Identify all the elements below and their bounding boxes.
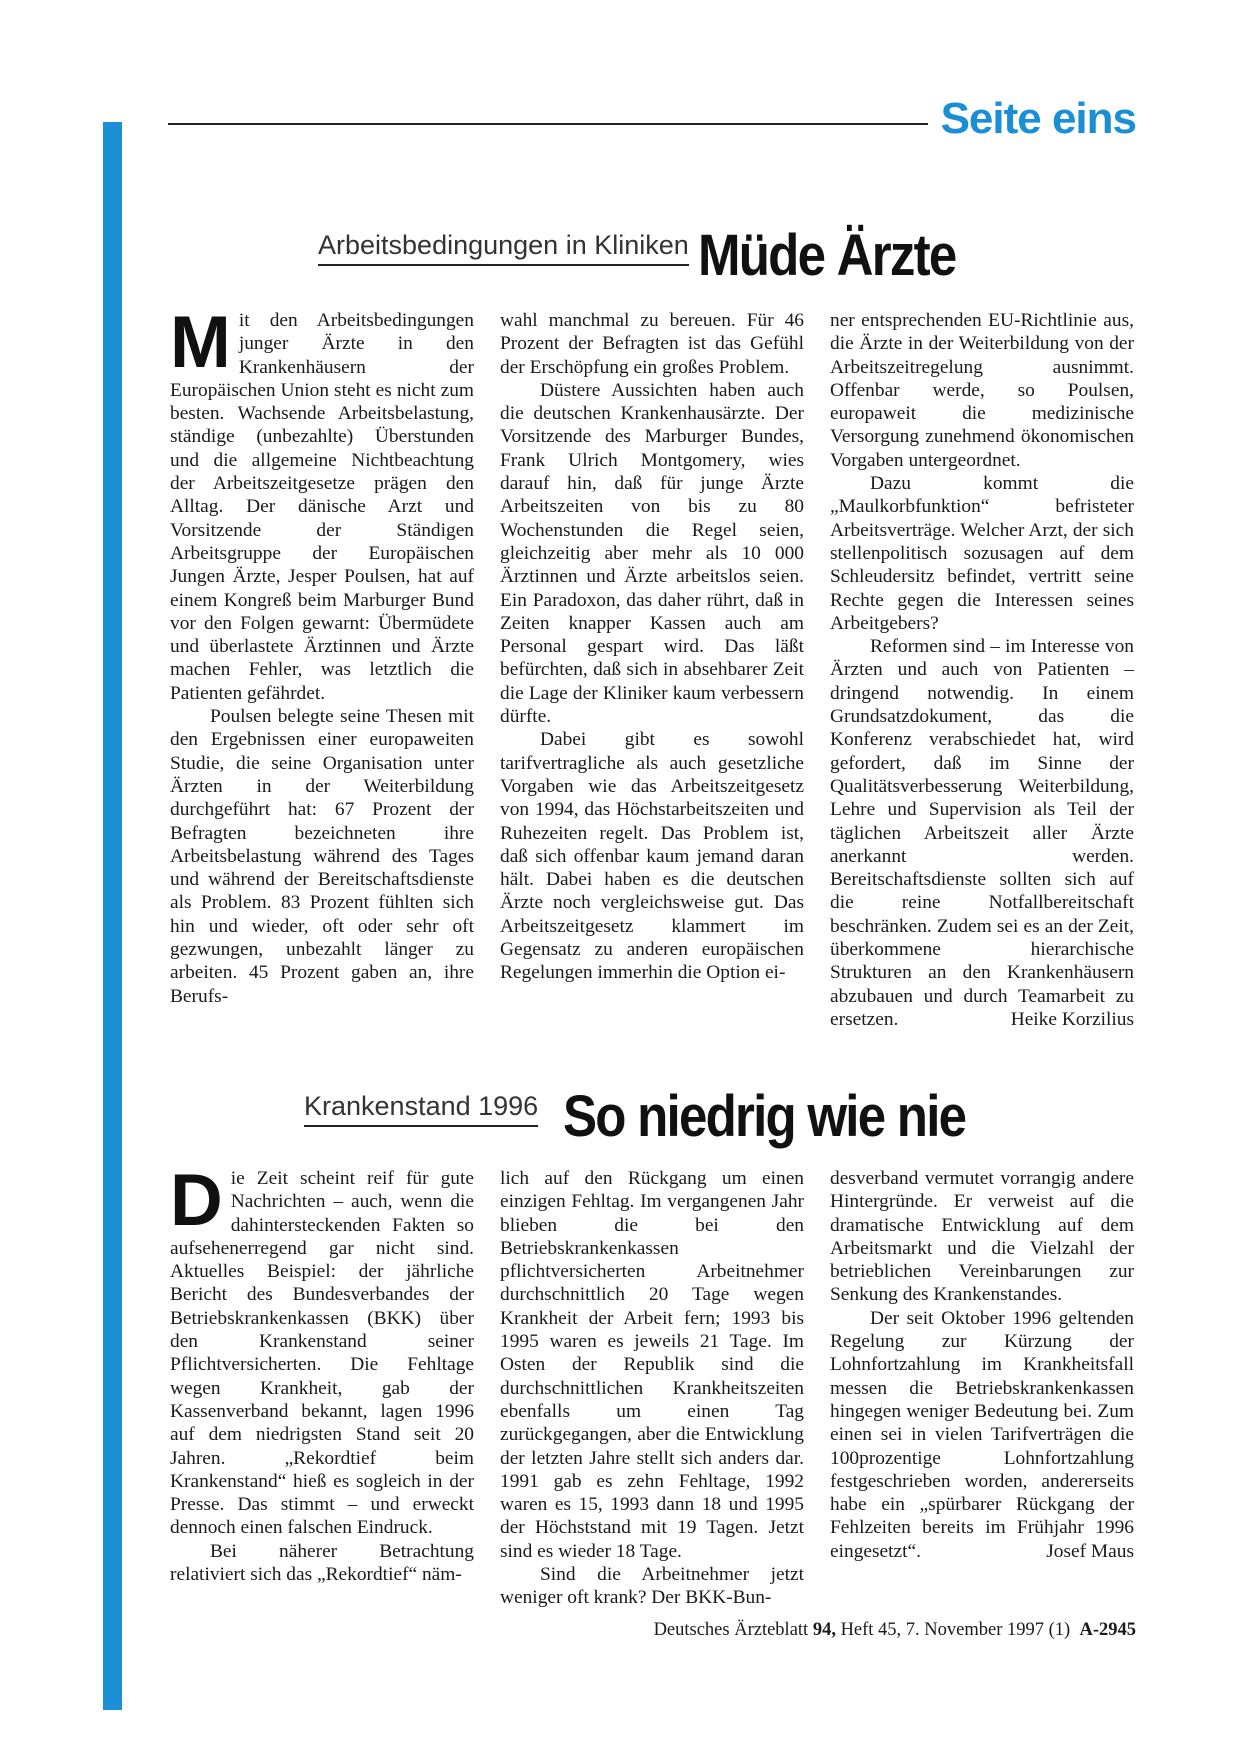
- page-footer: [654, 1620, 1136, 1641]
- article2-paragraph: Bei näherer Betrachtung relativiert sich das „Rekordtief“ näm-: [170, 1540, 474, 1586]
- journal-issue: Heft 45, 7. November 1997 (1): [840, 1620, 1071, 1640]
- article2-column-1: [170, 1160, 474, 1591]
- article1-paragraph: wahl manchmal zu bereuen. Für 46 Prozent der Befragten ist das Gefühl der Erschöpfung ein großes Problem.: [500, 310, 804, 378]
- dropcap: M: [170, 302, 231, 383]
- article1-paragraph: Düstere Aussichten haben auch die deutschen Krankenhausärzte. Der Vorsitzende des Marburger Bundes, Frank Ulrich Montgomery, wies darauf hin, daß für junge Ärzte Arbeitszeiten von bis zu 80 Wochenstunden die Regel seien, gleichzeitig aber mehr als 10 000 Ärztinnen und Ärzte arbeitslos seien. Ein Paradoxon, das daher rührt, daß in Zeiten knapper Kassen auch am Personal gespart wird. Das läßt befürchten, daß sich in absehbarer Zeit die Lage der Kliniker kaum verbessern dürfte.: [500, 379, 804, 728]
- article2-headline: So niedrig wie nie: [563, 1084, 966, 1149]
- article2-paragraph: Sind die Arbeitnehmer jetzt weniger oft krank? Der BKK-Bun-: [500, 1564, 804, 1609]
- article1-column-2: [500, 309, 804, 1031]
- article2-kicker: Krankenstand 1996: [304, 1091, 538, 1127]
- blue-margin-bar: [103, 122, 122, 1710]
- article1-paragraph: Dabei gibt es sowohl tarifvertragliche als auch gesetzliche Vorgaben wie das Arbeitszeitgesetz von 1994, das Höchstarbeitszeiten und Ruhezeiten regelt. Das Problem ist, daß sich offenbar kaum jemand daran hält. Dabei haben es die deutschen Ärzte noch vergleichsweise gut. Das Arbeitszeitgesetz klammert im Gegensatz zu anderen europäischen Regelungen immerhin die Option ei-: [500, 729, 804, 984]
- section-title: Seite eins: [940, 94, 1136, 143]
- article1-kicker: Arbeitsbedingungen in Kliniken: [318, 230, 689, 266]
- article1-paragraph: Reformen sind – im Interesse von Ärzten und auch von Patienten – dringend notwendig. In einem Grundsatzdokument, das die Konferenz verabschiedet hat, wird gefordert, daß im Sinne der Qualitätsverbesserung Weiterbildung, Lehre und Supervision als Teil der täglichen Arbeitszeit aller Ärzte anerkannt werden. Bereitschaftsdienste sollten sich auf die reine Notfallbereitschaft beschränken. Zudem sei es an der Zeit, überkommene hierarchische Strukturen an den Krankenhäusern abzubauen und durch Teamarbeit zu ersetzen. Heike Korzilius: [830, 636, 1134, 1030]
- article2-paragraph: Die Zeit scheint reif für gute Nachrichten – auch, wenn die dahintersteckenden Fakten so aufsehenerregend gar nicht sind. Aktuelles Beispiel: der jährliche Bericht des Bundesverbandes der Betriebskrankenkassen (BKK) über den Krankenstand seiner Pflichtversicherten. Die Fehltage wegen Krankheit, gab der Kassenverband bekannt, lagen 1996 auf dem niedrigsten Stand seit 20 Jahren. „Rekordtief beim Krankenstand“ hieß es sogleich in der Presse. Das stimmt – und erweckt dennoch einen falschen Eindruck.: [170, 1160, 474, 1539]
- page-number: A-2945: [1079, 1620, 1136, 1640]
- header-rule: [168, 123, 928, 125]
- article2-paragraph: lich auf den Rückgang um einen einzigen Fehltag. Im vergangenen Jahr blieben die bei den Betriebskrankenkassen pflichtversicherten Arbeitnehmer durchschnittlich 20 Tage wegen Krankheit der Arbeit fern; 1993 bis 1995 waren es jeweils 21 Tage. Im Osten der Republik sind die durchschnittlichen Krankheitszeiten ebenfalls um einen Tag zurückgegangen, aber die Entwicklung der letzten Jahre stellt sich anders dar. 1991 gab es zehn Fehltage, 1992 waren es 15, 1993 dann 18 und 1995 der Höchststand mit 19 Tagen. Jetzt sind es wieder 18 Tage.: [500, 1168, 804, 1562]
- article1-headline: Müde Ärzte: [698, 223, 956, 288]
- article1-paragraph: ner entsprechenden EU-Richtlinie aus, die Ärzte in der Weiterbildung von der Arbeitszeitregelung ausnimmt. Offenbar werde, so Poulsen, europaweit die medizinische Versorgung zunehmend ökonomischen Vorgaben untergeordnet.: [830, 310, 1134, 471]
- article1-paragraph: Mit den Arbeitsbedingungen junger Ärzte in den Krankenhäusern der Europäischen Union steht es nicht zum besten. Wachsende Arbeitsbelastung, ständige (unbezahlte) Überstunden und die allgemeine Nichtbeachtung der Arbeitszeitgesetze prägen den Alltag. Der dänische Arzt und Vorsitzende der Ständigen Arbeitsgruppe der Europäischen Jungen Ärzte, Jesper Poulsen, hat auf einem Kongreß beim Marburger Bund vor den Folgen gewarnt: Übermüdete und überlastete Ärztinnen und Ärzte machen Fehler, was letztlich die Patienten gefährdet.: [170, 302, 474, 704]
- author-byline: Josef Maus: [1046, 1540, 1134, 1562]
- article2-paragraph: desverband vermutet vorrangig andere Hintergründe. Er verweist auf die dramatische Entwicklung auf dem Arbeitsmarkt und die Vielzahl der betrieblichen Vereinbarungen zur Senkung des Krankenstandes.: [830, 1168, 1134, 1306]
- dropcap: D: [170, 1160, 223, 1241]
- journal-volume: 94,: [812, 1620, 836, 1640]
- article1-paragraph: Poulsen belegte seine Thesen mit den Ergebnissen einer europaweiten Studie, die seine Organisation unter Ärzten in der Weiterbildung durchgeführt hat: 67 Prozent der Befragten bezeichneten ihre Arbeitsbelastung während des Tages und während der Bereitschaftsdienste als Problem. 83 Prozent fühlten sich hin und wieder, oft oder sehr oft gezwungen, unbezahlt länger zu arbeiten. 45 Prozent gaben an, ihre Berufs-: [170, 706, 474, 1007]
- author-byline: Heike Korzilius: [1010, 1008, 1134, 1030]
- article2-paragraph: Der seit Oktober 1996 geltenden Regelung zur Kürzung der Lohnfortzahlung im Krankheitsfall messen die Betriebskrankenkassen hingegen weniger Bedeutung bei. Zum einen sei in vielen Tarifverträgen die 100prozentige Lohnfortzahlung festgeschrieben worden, andererseits habe ein „spürbarer Rückgang der Fehlzeiten bereits im Frühjahr 1996 eingesetzt“. Josef Maus: [830, 1307, 1134, 1562]
- article1-column-1: [170, 302, 474, 1031]
- article1-paragraph: Dazu kommt die „Maulkorbfunktion“ befristeter Arbeitsverträge. Welcher Arzt, der sich stellenpolitisch sozusagen auf dem Schleudersitz befindet, vertritt seine Rechte gegen die Interessen seines Arbeitgebers?: [830, 473, 1134, 634]
- article2-column-2: [500, 1167, 804, 1609]
- article1-column-3: [830, 309, 1134, 1031]
- article2-column-3: [830, 1167, 1134, 1591]
- journal-name: Deutsches Ärzteblatt: [653, 1620, 809, 1640]
